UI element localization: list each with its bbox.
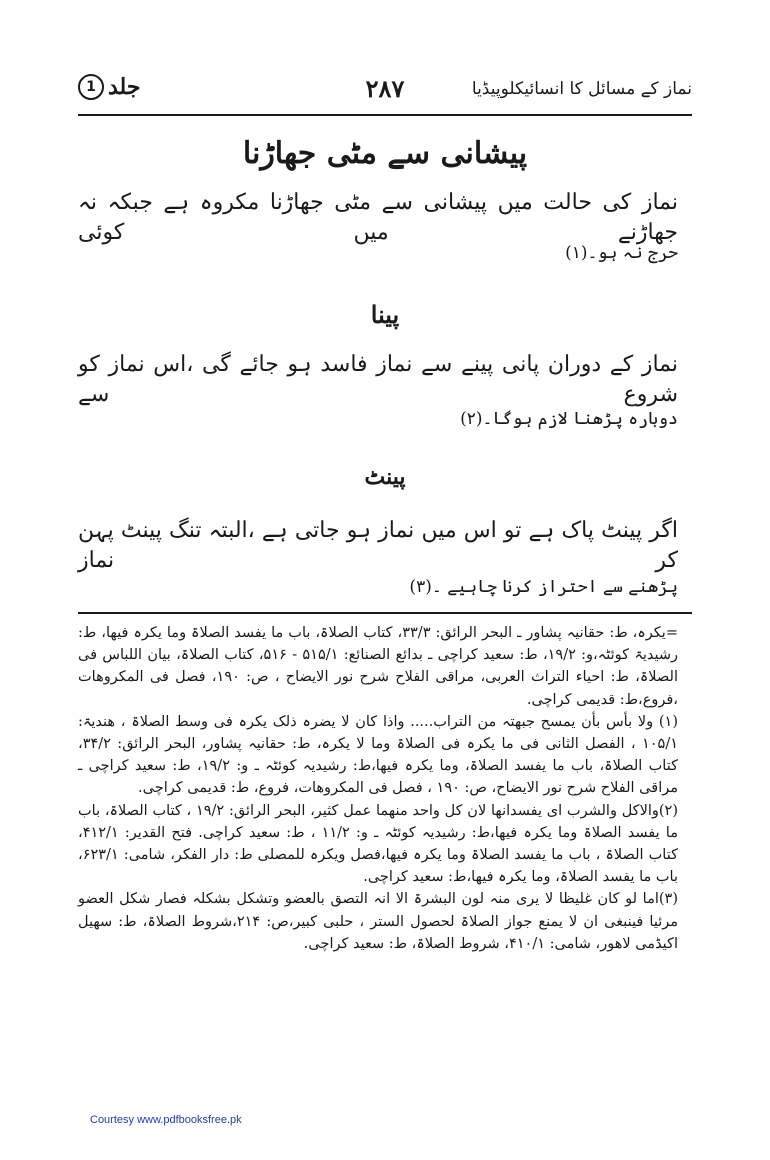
section-text-line: دوبارہ پڑھنا لازم ہوگا۔(۲) <box>460 409 678 429</box>
header-rule <box>78 114 692 116</box>
page-header <box>78 74 692 114</box>
footnote-continuation: =یکرہ، ط: حقانیہ پشاور ـ البحر الرائق: ۳۳/۳، کتاب الصلاۃ، باب ما یفسد الصلاۃ وما یکرہ فیھا، ط: رشیدیۃ کوئٹہ،و: ۱۹/۲، ط: سعید کراچی ـ بدائع الصنائع: ۵۱۵/۱ - ۵۱۶، کتاب الصلاۃ، بیان اللباس فی الصلاۃ، ط: احیاء التراث العربی، مراقی الفلاح شرح نور الایضاح ، ص: ۱۹۰، فصل فی المکروھات ،فروع،ط: قدیمی کراچی. <box>78 625 678 708</box>
section-text-line: حرج نہ ہو۔(۱) <box>565 243 678 263</box>
section-title-drinking: پینا <box>370 300 400 329</box>
volume-indicator <box>78 74 140 100</box>
footnote-1: (۱) ولا بأس بأن یمسح جبھتہ من التراب..... واذا کان لا یضرہ ذلک یکرہ فی وسط الصلاۃ ، ھندیۃ: ۱۰۵/۱ ، الفصل الثانی فی ما یکرہ فی الصلاۃ وما لا یکرہ، ط: حقانیہ پشاور، البحر الرائق: ۳۴/۲، کتاب الصلاۃ، باب ما یفسد الصلاۃ، وما یکرہ فیھا،ط: رشیدیہ کوئٹہ ـ و: ۱۹/۲، ط: سعید کراچی ـ مراقی الفلاح شرح نور الایضاح، ص: ۱۹۰ ، فصل فی المکروھات، فروع، ط: قدیمی کراچی. <box>78 713 678 797</box>
book-title: نماز کے مسائل کا انسائیکلوپیڈیا <box>471 79 692 99</box>
section-title-pant: پینٹ <box>364 464 406 490</box>
footnote-3: (۳)اما لو کان غلیظا لا یری منہ لون البشرۃ الا انہ التصق بالعضو وتشکل بشکلہ فصار شکل العضو مرئیا فینبغی ان لا یمنع جواز الصلاۃ لحصول الستر ، حلبی کبیر،ص: ۲۱۴،شروط الصلاۃ، ط: سھیل اکیڈمی لاھور، شامی: ۴۱۰/۱، شروط الصلاۃ، ط: سعید کراچی. <box>78 891 678 952</box>
section-title-forehead: پیشانی سے مٹی جھاڑنا <box>242 136 528 171</box>
footnotes <box>78 622 678 955</box>
courtesy-watermark: Courtesy www.pdfbooksfree.pk <box>90 1114 242 1126</box>
page-number: ۲۸۷ <box>365 74 405 103</box>
section-text-line: پڑھنے سے احتراز کرنا چاہیے ۔(۳) <box>409 577 678 597</box>
section-text-line: اگر پینٹ پاک ہے تو اس میں نماز ہو جاتی ہے ،البتہ تنگ پینٹ پہن کر نماز <box>78 518 678 573</box>
section-text-line: نماز کے دوران پانی پینے سے نماز فاسد ہو جائے گی ،اس نماز کو شروع سے <box>78 352 678 407</box>
volume-label: جلد <box>108 74 141 100</box>
section-text-line: نماز کی حالت میں پیشانی سے مٹی جھاڑنا مکروہ ہے جبکہ نہ جھاڑنے میں کوئی <box>78 190 678 245</box>
volume-number-circle: 1 <box>78 74 104 100</box>
footnote-separator <box>78 612 692 614</box>
footnote-2: (۲)والاکل والشرب ای یفسدانھا لان کل واحد منھما عمل کثیر، البحر الرائق: ۱۹/۲ ، کتاب الصلاۃ، باب ما یفسد الصلاۃ وما یکرہ فیھا،ط: رشیدیہ کوئٹہ ـ و: ۱۱/۲ ، ط: سعید کراچی. فتح القدیر: ۴۱۲/۱، کتاب الصلاۃ ، باب ما یفسد الصلاۃ وما یکرہ فیھا،فصل ویکرہ للمصلی ط: دار الفکر، شامی: ۶۲۳/۱، باب ما یفسد الصلاۃ، وما یکرہ فیھا،ط: سعید کراچی. <box>78 802 679 886</box>
